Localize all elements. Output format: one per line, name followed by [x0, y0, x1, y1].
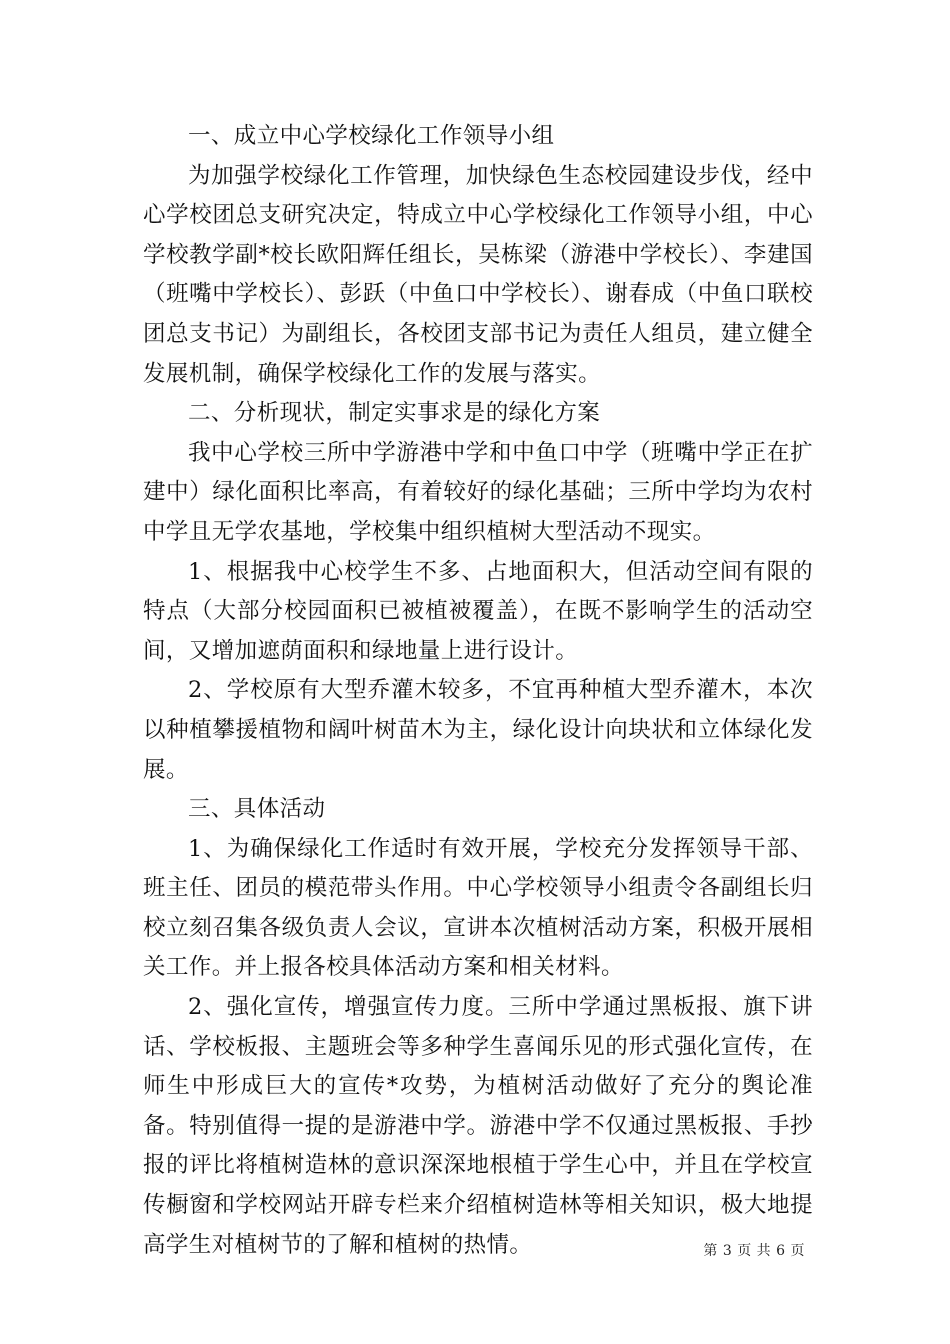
paragraph-current-status: 我中心学校三所中学游港中学和中鱼口中学（班嘴中学正在扩建中）绿化面积比率高，有着较好的绿化基础；三所中学均为农村中学且无学农基地，学校集中组织植树大型活动不现实。	[143, 439, 813, 545]
paragraph-activity-1: 1、为确保绿化工作适时有效开展，学校充分发挥领导干部、班主任、团员的模范带头作用。中心学校领导小组责令各副组长归校立刻召集各级负责人会议，宣讲本次植树活动方案，积极开展相关工作。并上报各校具体活动方案和相关材料。	[143, 835, 813, 981]
paragraph-item-1: 1、根据我中心校学生不多、占地面积大，但活动空间有限的特点（大部分校园面积已被植被覆盖），在既不影响学生的活动空间，又增加遮荫面积和绿地量上进行设计。	[143, 558, 813, 664]
paragraph-activity-2: 2、强化宣传，增强宣传力度。三所中学通过黑板报、旗下讲话、学校板报、主题班会等多种学生喜闻乐见的形式强化宣传，在师生中形成巨大的宣传*攻势，为植树活动做好了充分的舆论准备。特别值得一提的是游港中学。游港中学不仅通过黑板报、手抄报的评比将植树造林的意识深深地根植于学生心中，并且在学校宣传橱窗和学校网站开辟专栏来介绍植树造林等相关知识，极大地提高学生对植树节的了解和植树的热情。	[143, 994, 813, 1258]
paragraph-item-2: 2、学校原有大型乔灌木较多，不宜再种植大型乔灌木，本次以种植攀援植物和阔叶树苗木为主，绿化设计向块状和立体绿化发展。	[143, 677, 813, 783]
section-heading-2: 二、分析现状，制定实事求是的绿化方案	[188, 400, 601, 427]
page-number: 第 3 页 共 6 页	[703, 1243, 805, 1259]
document-body	[143, 117, 813, 1265]
section-heading-3: 三、具体活动	[188, 796, 326, 823]
paragraph-leadership-group: 为加强学校绿化工作管理，加快绿色生态校园建设步伐，经中心学校团总支研究决定，特成立中心学校绿化工作领导小组，中心学校教学副*校长欧阳辉任组长，吴栋梁（游港中学校长）、李建国（班嘴中学校长）、彭跃（中鱼口中学校长）、谢春成（中鱼口联校团总支书记）为副组长，各校团支部书记为责任人组员，建立健全发展机制，确保学校绿化工作的发展与落实。	[143, 162, 813, 387]
section-heading-1: 一、成立中心学校绿化工作领导小组	[188, 123, 555, 149]
